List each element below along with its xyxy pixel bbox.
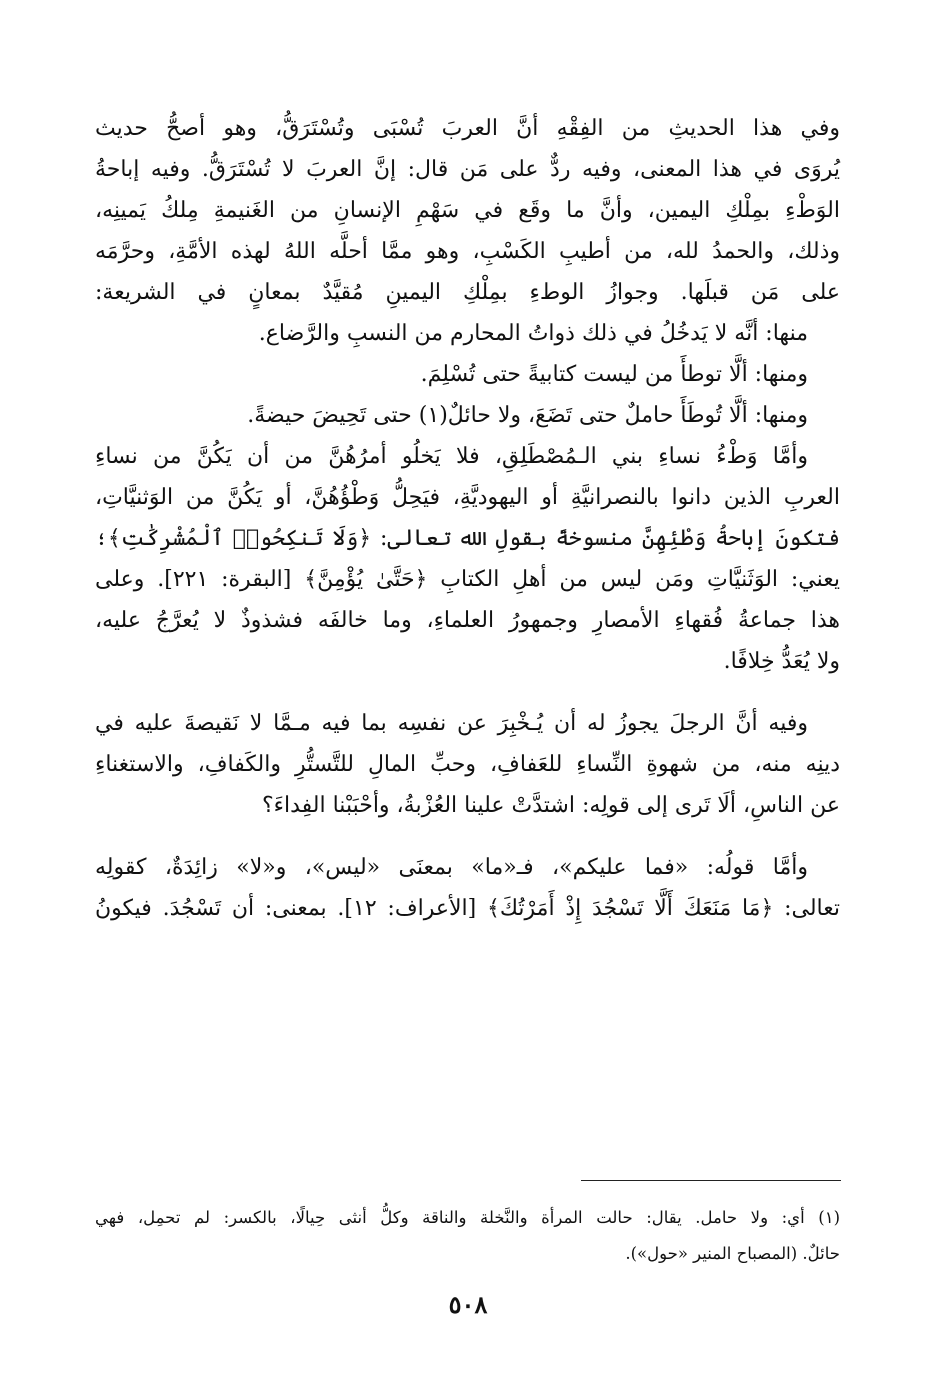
text-line: فتكونَ إباحةُ وَطْئِهِنَّ منسوخةً بقولِ الله تعالى: ﴿وَلَا تَنكِحُوا۟ ٱلْمُشْرِكَٰتِ﴾؛ bbox=[95, 526, 840, 551]
footnote-separator bbox=[581, 1180, 841, 1181]
text-line: عن الناسِ، ألَا تَرى إلى قولِه: اشتدَّتْ علينا العُزْبةُ، وأحْبَبْنا الفِداءَ؟ bbox=[261, 793, 840, 818]
paragraph-gap bbox=[95, 826, 840, 847]
paragraph-gap bbox=[95, 682, 840, 703]
text-line: يعني: الوَثَنيَّاتِ ومَن ليس من أهلِ الكتابِ ﴿حَتَّىٰ يُؤْمِنَّ﴾ [البقرة: ٢٢١]. وعلى bbox=[95, 567, 840, 592]
text-line: ولا يُعَدُّ خِلافًا. bbox=[723, 649, 840, 674]
text-line: دينِه منه، من شهوةِ النِّساءِ للعَفافِ، وحبِّ المالِ للتَّستُّرِ والكَفافِ، والاستغناءِ bbox=[95, 752, 840, 777]
footnote bbox=[95, 1200, 840, 1272]
text-line: منها: أنَّه لا يَدخُلُ في ذلك ذواتُ المحارم من النسبِ والرَّضاع. bbox=[258, 321, 808, 346]
text-line: ومنها: ألَّا تُوطَأَ حاملٌ حتى تَضَعَ، ولا حائلٌ(١) حتى تَحِيضَ حيضةً. bbox=[247, 403, 808, 428]
text-line: على مَن قبلَها. وجوازُ الوطءِ بمِلْكِ اليمينِ مُقيَّدٌ بمعانٍ في الشريعة: bbox=[95, 280, 840, 305]
text-line: يُروَى في هذا المعنى، وفيه ردٌّ على مَن قال: إنَّ العربَ لا تُسْتَرَقُّ. وفيه إباحةُ bbox=[95, 157, 840, 182]
page-number: ٥٠٨ bbox=[448, 1290, 488, 1319]
text-line: وفي هذا الحديثِ من الفِقْهِ أنَّ العربَ تُسْبَى وتُسْتَرَقُّ، وهو أصحُّ حديث bbox=[95, 116, 840, 141]
text-line: وأمَّا وَطْءُ نساءِ بني الـمُصْطَلِقِ، فلا يَخلُو أمرُهُنَّ من أن يَكُنَّ من نساءِ bbox=[95, 444, 808, 469]
text-line: الوَطْءِ بمِلْكِ اليمين، وأنَّ ما وقَع في سَهْمِ الإنسانِ من الغَنيمةِ مِلكُ يَمينِه، bbox=[95, 198, 840, 223]
footnote-line: حائلٌ. (المصباح المنير «حول»). bbox=[625, 1244, 840, 1263]
text-line: العربِ الذين دانوا بالنصرانيَّةِ أو اليهوديَّةِ، فيَحِلُّ وَطْؤُهُنَّ، أو يَكُنَّ من الوَثنيَّاتِ، bbox=[95, 485, 840, 510]
text-line: وأمَّا قولُه: «فما عليكم»، فـ«ما» بمعنَى «ليس»، و«لا» زائِدَةٌ، كقولِه bbox=[95, 855, 808, 880]
text-line: هذا جماعةُ فُقهاءِ الأمصارِ وجمهورُ العلماءِ، وما خالفَه فشذوذٌ لا يُعرَّجُ عليه، bbox=[95, 608, 840, 633]
text-line: وذلك، والحمدُ لله، من أطيبِ الكَسْبِ، وهو ممَّا أحلَّه اللهُ لهذه الأمَّةِ، وحرَّمَه bbox=[95, 239, 840, 264]
main-text bbox=[95, 108, 840, 929]
text-line: تعالى: ﴿مَا مَنَعَكَ أَلَّا تَسْجُدَ إِذْ أَمَرْتُكَ﴾ [الأعراف: ١٢]. بمعنى: أن تَسْجُدَ. فيكونُ bbox=[95, 896, 840, 921]
text-line: ومنها: ألَّا توطأَ من ليست كتابيةً حتى تُسْلِمَ. bbox=[420, 362, 808, 387]
text-line: وفيه أنَّ الرجلَ يجوزُ له أن يُـخْبِرَ عن نفسِه بما فيه مـمَّا لا نَقيصةَ عليه في bbox=[95, 711, 808, 736]
footnote-line: (١) أي: ولا حامل. يقال: حالت المرأة والنَّخلة والناقة وكلُّ أنثى حِيالًا، بالكسر: لم تحمِل، فهي bbox=[95, 1208, 840, 1227]
